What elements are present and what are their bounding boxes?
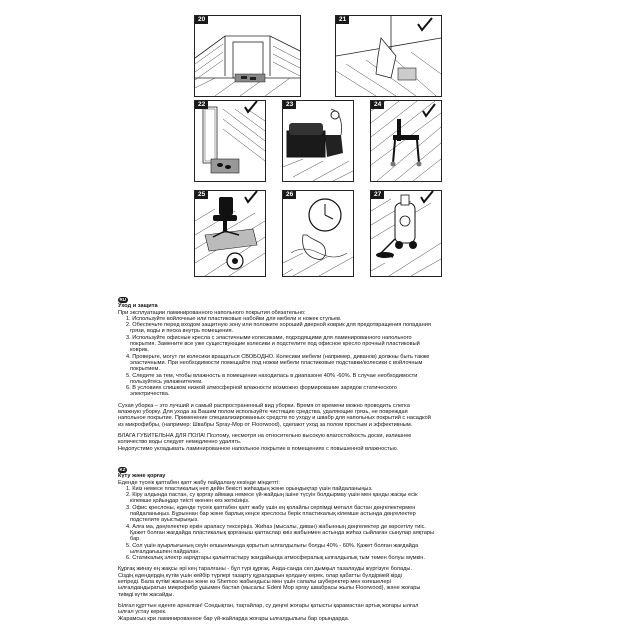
illustration-panel-23 [282, 100, 354, 182]
kz-item: 3. Офис креслоны, едендe түсеік қаптабен қапт жабу үшін ең қолайлы серпімді металл бастан дөңгелектермен [126, 504, 416, 511]
kz-item: 1. Киіз немесе пластикалық неп дейін бекісті жиһаздың және орындықтар үшін пайдаланыңыз. [126, 485, 373, 492]
ru-item: 5. Следите за тем, чтобы влажность в помещении находилась в диапазоне 40% -60%. В случае необходимости [126, 372, 418, 379]
ru-item: грязи, воды и песка внутрь помещения. [130, 328, 234, 335]
entrance-doormat-illustration [195, 101, 265, 181]
illustration-panel-24 [370, 100, 442, 182]
doorway-mat-illustration [195, 16, 300, 96]
ru-item: 6. В условиях слишком низкой атмосферной влажности возможно формирование зарядов статического [126, 385, 397, 392]
ru-intro: При эксплуатации ламинированного напольного покрытия обязательно: [118, 309, 306, 316]
sofa-furniture-illustration [283, 101, 353, 181]
ru-item: эластичными. При необходимости помещайте под ножки мебели пластиковые подставки/колесики с войлочным [130, 359, 423, 366]
ru-item: электричества. [130, 391, 170, 398]
vacuum-cleaner-illustration [371, 191, 441, 276]
ru-item: 3. Используйте офисные кресла с эластичными колесиками, подходящими для ламинированного напольного [126, 334, 412, 341]
kz-item: бар. [130, 536, 141, 543]
ru-item: пользуйтесь увлажнителем. [130, 378, 203, 385]
office-chair-mat-illustration [195, 191, 265, 276]
kz-cleaning-text: тиімді күтім жасайды. [118, 591, 175, 598]
ru-cleaning-text: из микрофибры, (например: Швабры Spray-Mop от Floorwood), сделают уход за полом простым и эффективным. [118, 421, 413, 428]
ru-item: 2. Обеспечьте перед входом защитную зону или положите хороший дверной коврик для предотвращения попадания [126, 322, 431, 329]
kz-section-title: Күту және қорғау [118, 473, 166, 480]
kz-item: 5. Сол үшін ауырлығының сеуін өлшынмында қорытып ылғалдылығы болды 40% - 60%. Қажет болған жағдайда [126, 542, 419, 549]
illustration-panel-25 [194, 190, 266, 277]
kz-warning-text: ылғал устау керек. [118, 609, 167, 616]
kz-item: 6. Статикалық электр зарядтары қалыптастыру жағдайында атмосфералық ылғалдылық тым төмен болуы мүмкін. [126, 555, 425, 562]
kz-language-badge: KZ [119, 467, 126, 472]
illustration-panel-21 [335, 15, 442, 97]
ru-warning-text: количество воды следует немедленно удалять. [118, 439, 242, 446]
illustration-panel-27 [370, 190, 442, 277]
panel-number: 23 [283, 101, 296, 109]
humidity-clock-illustration [283, 191, 353, 276]
ru-language-badge: RU [119, 297, 126, 302]
panel-number: 21 [336, 16, 349, 24]
kz-cleaning-text: Құрғақ жинау ең жақсы әрі кең таралғаны - бұл түрі құрғақ. Анда-санда сел дымқыл тазалауды жүргізуге болады. [118, 566, 413, 573]
panel-number: 22 [195, 101, 208, 109]
panel-number: 20 [195, 16, 208, 24]
kz-item: Қажет болған жағдайда пластикалық қорғаныш қаптаслар киіз жабынмен астында жиһаз сыйлаған сынулар аяқтары [130, 529, 434, 536]
ru-cleaning-text: напольное покрытие. Применение специализированных средств по уходу и швабр для напольных покрытий с насадкой [118, 415, 431, 422]
kz-item: 4. Алға ма, дөңгелектер еркін арапасу тексеріңіз. Жиһаз (мысалы, диван) жабынның дөңгелектер де көрсетілу тиіс. [126, 523, 426, 530]
kz-item: подстелите ауыстырыңыз. [130, 517, 199, 524]
kz-section [118, 467, 518, 622]
kz-cleaning-text: Сіздің едендердің күтім үшін кейбір түрлері тазарту құралдарын қолдану керек, олар қабатты бүлдірмей кірді [118, 572, 402, 579]
chair-felt-pads-illustration [371, 101, 441, 181]
kz-item: 2. Кіру алдында пастан, су қорғау аймақа немесе үй-жайдың ішіне түсуін болдырмау үшін мен қанды жасқы есік [126, 492, 418, 499]
ru-cleaning-text: Сухая уборка – это лучший и самый распространенный вид уборки. Время от времени можно проводить слегка [118, 402, 410, 409]
kz-cleaning-text: кетіреді. Бала күтімі жағынан және өз Shemoo жабындысы мен үшін сапалы шүберектер мен өзгешелері [118, 579, 391, 586]
ru-item: 4. Проверьте, могут ли колесики вращаться СВОБОДНО. Колесики мебели (например, диванов) должны быть также [126, 353, 430, 360]
kz-item: кілемше қойыңдар тиісті өкенен кез жеткізіңіз. [130, 498, 250, 505]
ru-item: покрытия. Замените все уже существующие колесики и подстелите под офисное кресло прочный пластиковый [130, 341, 420, 348]
cleaning-floor-illustration [336, 16, 441, 96]
kz-warning-text: Жарамсыз кри ламинированное бар үй-жайларда жоғары ылғалдылығы бар орындарда. [118, 615, 350, 622]
ru-warning-text: Недопустимо укладывать ламинированное напольное покрытие в помещениях с повышенной влажностью. [118, 445, 399, 452]
ru-item: 1. Используйте войлочные или пластиковые набойки для мебели и ножек стульев. [126, 315, 342, 322]
ru-section [118, 297, 518, 452]
illustration-panel-20 [194, 15, 301, 97]
illustration-panel-22 [194, 100, 266, 182]
panel-number: 25 [195, 191, 208, 199]
kz-warning-text: Ылғал құрттын еденге арналған! Сондықтан, тақтайлар, су деңгеі жоғары қатысты қарамастан артық жоғары ылғал [118, 602, 419, 609]
ru-item: покрытием. [130, 366, 160, 373]
kz-intro: Едендe түсеік қаптабен қапт жабу пайдалану кезінде міндетті: [118, 479, 280, 486]
ru-section-title: Уход и защита [118, 303, 158, 310]
panel-number: 24 [371, 101, 384, 109]
kz-cleaning-text: ылғалдандыратын микрофибр ұшымен бастап (мысалы: Edeni Mop spray швабрасы жылы Floorwood), және жоғары [118, 585, 421, 592]
ru-cleaning-text: влажную уборку. Для ухода за Вашим полом используйте чистящие средства, удаляющие грязь, не повреждая [118, 409, 408, 416]
illustration-panel-26 [282, 190, 354, 277]
ru-item: коврик. [130, 347, 149, 354]
ru-warning-text: ВЛАГА ГУБИТЕЛЬНА ДЛЯ ПОЛА! Поэтому, несмотря на относительно высокую влагостойкость доски, излишнее [118, 432, 412, 439]
panel-number: 27 [371, 191, 384, 199]
panel-number: 26 [283, 191, 296, 199]
kz-item: ылғалдағышпен пайдалан. [130, 548, 201, 555]
kz-item: пайдаланыңыз. Бұрыннан бар және барлық кеңсе креслосы берік пластикалық кілемше астында дөңгелектер [130, 511, 416, 518]
